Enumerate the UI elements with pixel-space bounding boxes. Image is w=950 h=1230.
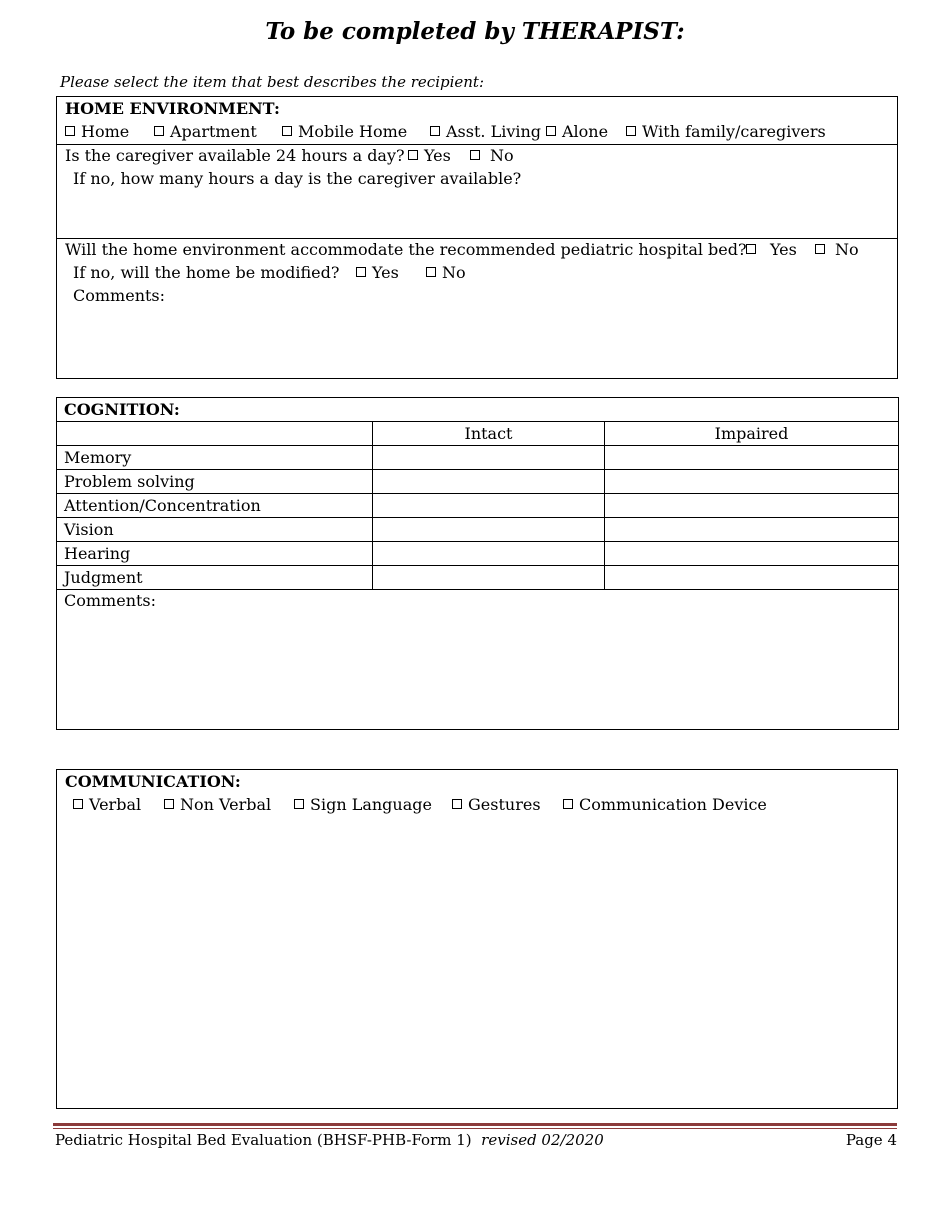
home-option-alone[interactable]: Alone: [546, 120, 608, 143]
checkbox-icon[interactable]: [356, 267, 366, 277]
cognition-comments-label: Comments:: [64, 591, 157, 610]
accommodate-question: Will the home environment accommodate the recommended pediatric hospital bed?: [65, 240, 747, 259]
cognition-heading: COGNITION:: [57, 398, 899, 422]
attention-impaired-cell[interactable]: [605, 494, 899, 518]
row-label-memory: Memory: [57, 446, 373, 470]
table-row: [57, 494, 899, 518]
checkbox-icon[interactable]: [426, 267, 436, 277]
communication-heading: COMMUNICATION:: [65, 772, 241, 791]
checkbox-icon[interactable]: [294, 799, 304, 809]
home-option-home[interactable]: Home: [65, 120, 129, 143]
checkbox-icon[interactable]: [815, 244, 825, 254]
checkbox-icon[interactable]: [282, 126, 292, 136]
vision-intact-cell[interactable]: [373, 518, 605, 542]
column-header-impaired: Impaired: [605, 422, 899, 446]
footer-revised: revised 02/2020: [481, 1131, 604, 1149]
home-modified-no-option[interactable]: No: [426, 261, 466, 284]
home-environment-heading: HOME ENVIRONMENT:: [65, 99, 280, 118]
communication-section: [56, 769, 898, 1109]
table-row: [57, 470, 899, 494]
footer-rule: [53, 1123, 897, 1126]
memory-intact-cell[interactable]: [373, 446, 605, 470]
row-label-attention: Attention/Concentration: [57, 494, 373, 518]
cognition-table: [56, 397, 899, 730]
communication-option-sign-language[interactable]: Sign Language: [294, 793, 432, 816]
caregiver-hours-field[interactable]: [167, 192, 867, 236]
checkbox-icon[interactable]: [563, 799, 573, 809]
home-option-mobile-home[interactable]: Mobile Home: [282, 120, 407, 143]
checkbox-icon[interactable]: [470, 150, 480, 160]
page-title: To be completed by THERAPIST:: [265, 18, 685, 45]
home-modified-question: If no, will the home be modified?: [73, 263, 340, 282]
hearing-impaired-cell[interactable]: [605, 542, 899, 566]
caregiver-no-option[interactable]: No: [470, 144, 514, 167]
caregiver-hours-question: If no, how many hours a day is the caregiver available?: [73, 169, 522, 188]
checkbox-icon[interactable]: [546, 126, 556, 136]
judgment-intact-cell[interactable]: [373, 566, 605, 590]
vision-impaired-cell[interactable]: [605, 518, 899, 542]
table-row: [57, 542, 899, 566]
accommodate-yes-option[interactable]: Yes: [746, 238, 797, 261]
home-comments-field[interactable]: [65, 309, 885, 371]
row-label-hearing: Hearing: [57, 542, 373, 566]
communication-notes-field[interactable]: [65, 820, 885, 1100]
column-header-blank: [57, 422, 373, 446]
problem-solving-intact-cell[interactable]: [373, 470, 605, 494]
accommodate-no-option[interactable]: No: [815, 238, 859, 261]
problem-solving-impaired-cell[interactable]: [605, 470, 899, 494]
checkbox-icon[interactable]: [746, 244, 756, 254]
checkbox-icon[interactable]: [164, 799, 174, 809]
communication-option-verbal[interactable]: Verbal: [73, 793, 141, 816]
checkbox-icon[interactable]: [154, 126, 164, 136]
home-option-apartment[interactable]: Apartment: [154, 120, 257, 143]
checkbox-icon[interactable]: [65, 126, 75, 136]
row-label-problem-solving: Problem solving: [57, 470, 373, 494]
memory-impaired-cell[interactable]: [605, 446, 899, 470]
column-header-intact: Intact: [373, 422, 605, 446]
caregiver-question: Is the caregiver available 24 hours a day?: [65, 146, 405, 165]
communication-option-device[interactable]: Communication Device: [563, 793, 767, 816]
communication-option-gestures[interactable]: Gestures: [452, 793, 541, 816]
attention-intact-cell[interactable]: [373, 494, 605, 518]
home-comments-label: Comments:: [73, 286, 166, 305]
judgment-impaired-cell[interactable]: [605, 566, 899, 590]
table-row: [57, 446, 899, 470]
footer-form-name: Pediatric Hospital Bed Evaluation (BHSF-PHB-Form 1) revised 02/2020: [55, 1131, 604, 1149]
row-label-vision: Vision: [57, 518, 373, 542]
checkbox-icon[interactable]: [626, 126, 636, 136]
checkbox-icon[interactable]: [73, 799, 83, 809]
cognition-comments-field[interactable]: [57, 590, 899, 730]
table-row: [57, 566, 899, 590]
cognition-section: [56, 397, 898, 730]
instruction-text: Please select the item that best describes the recipient:: [60, 73, 485, 91]
row-label-judgment: Judgment: [57, 566, 373, 590]
checkbox-icon[interactable]: [408, 150, 418, 160]
table-row: [57, 518, 899, 542]
home-option-asst-living[interactable]: Asst. Living: [430, 120, 541, 143]
checkbox-icon[interactable]: [430, 126, 440, 136]
communication-option-non-verbal[interactable]: Non Verbal: [164, 793, 271, 816]
home-option-with-family[interactable]: With family/caregivers: [626, 120, 826, 143]
footer-rule-thin: [53, 1128, 897, 1129]
checkbox-icon[interactable]: [452, 799, 462, 809]
hearing-intact-cell[interactable]: [373, 542, 605, 566]
footer-page-number: Page 4: [845, 1131, 897, 1149]
home-modified-yes-option[interactable]: Yes: [356, 261, 399, 284]
caregiver-yes-option[interactable]: Yes: [408, 144, 451, 167]
home-environment-section: [56, 96, 898, 379]
